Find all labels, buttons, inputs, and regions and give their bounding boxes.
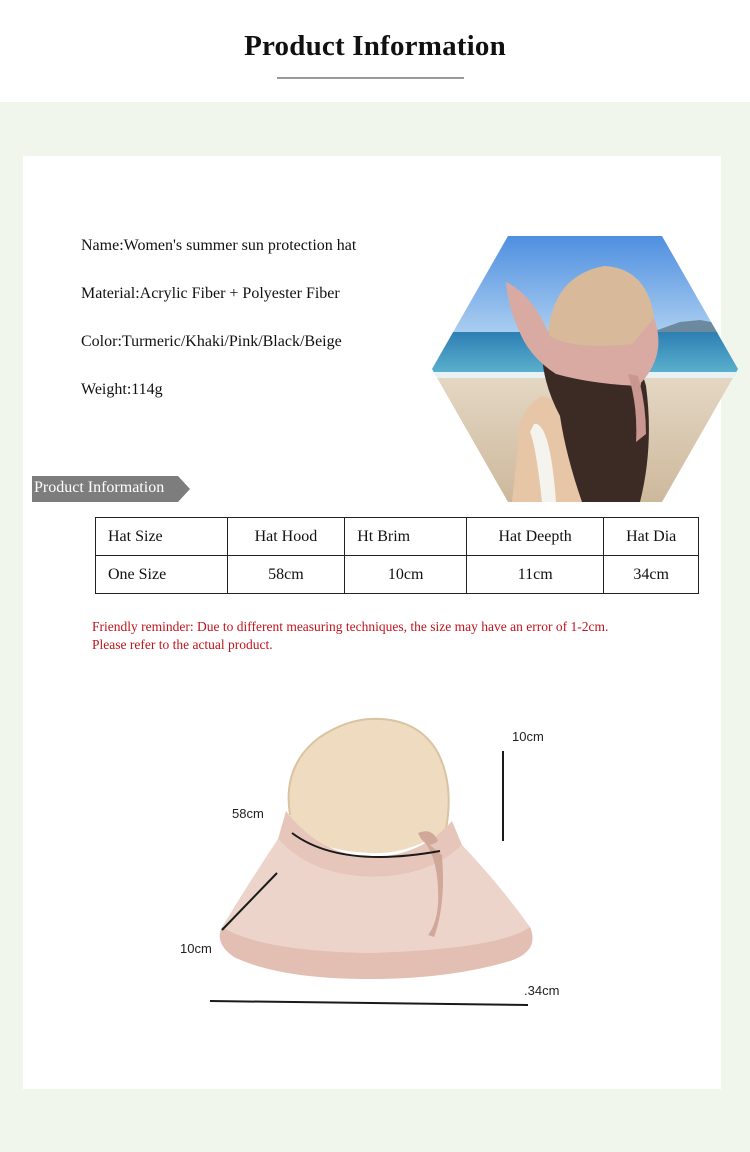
table-cell: 58cm [227,556,345,594]
table-cell: One Size [96,556,228,594]
size-table [95,517,699,594]
page-header [0,0,750,102]
table-header-cell: Hat Deepth [467,518,604,556]
hat-measurement-diagram [170,705,590,1025]
page-title: Product Information [244,30,506,62]
hood-label: 58cm [232,806,264,821]
table-header-cell: Ht Brim [345,518,467,556]
spec-material: Material:Acrylic Fiber + Polyester Fiber [81,285,340,302]
table-header-row [96,518,699,556]
table-header-cell: Hat Size [96,518,228,556]
reminder-line-1: Friendly reminder: Due to different measuring techniques, the size may have an error of 1-2cm. [92,619,609,634]
depth-label: 10cm [512,729,544,744]
spec-color: Color:Turmeric/Khaki/Pink/Black/Beige [81,333,342,350]
title-underline [277,77,464,79]
table-cell: 10cm [345,556,467,594]
brim-label: 10cm [180,941,212,956]
section-tag-label: Product Information [34,479,165,496]
table-header-cell: Hat Dia [604,518,699,556]
table-cell: 34cm [604,556,699,594]
spec-weight: Weight:114g [81,381,163,398]
spec-name: Name:Women's summer sun protection hat [81,237,357,254]
table-header-cell: Hat Hood [227,518,345,556]
table-cell: 11cm [467,556,604,594]
reminder-line-2: Please refer to the actual product. [92,637,273,652]
diameter-label: .34cm [524,983,560,998]
product-photo [432,236,738,502]
table-row [96,556,699,594]
